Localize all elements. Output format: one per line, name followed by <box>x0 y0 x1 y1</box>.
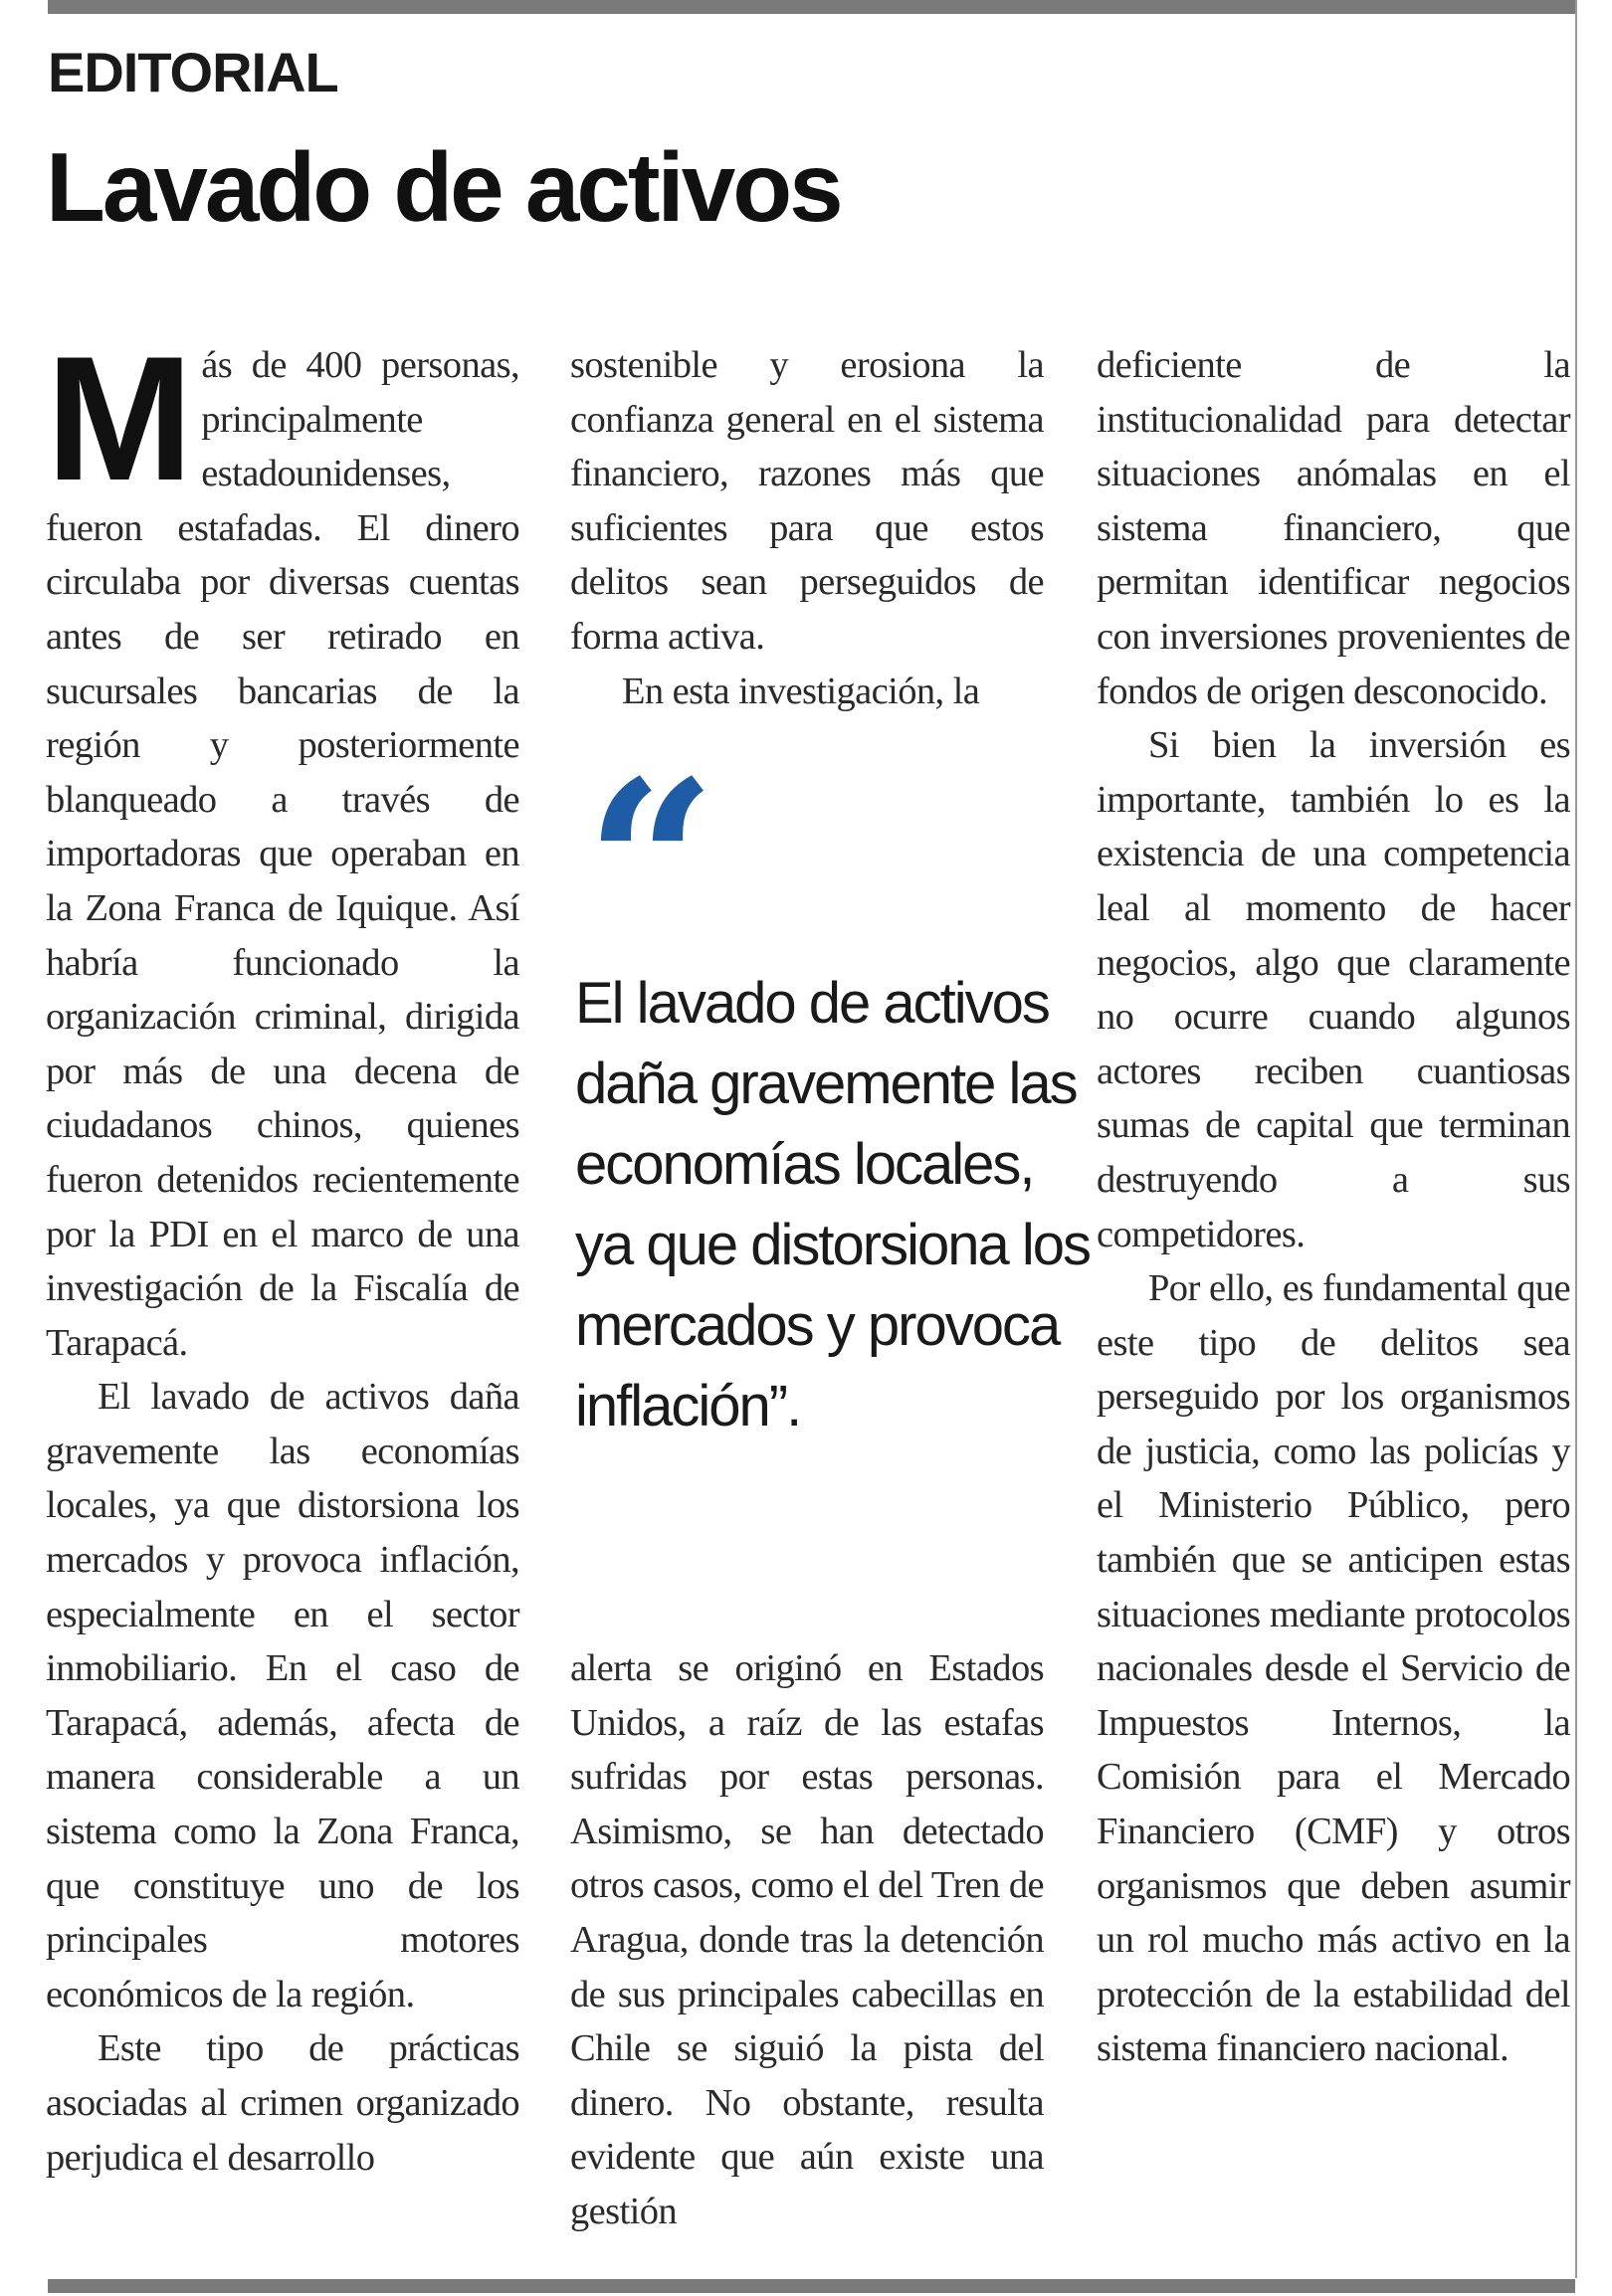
col2-paragraph-3: alerta se originó en Estados Unidos, a raíz de las estafas sufridas por estas personas. Asimismo, se han detectado otros casos, como el del Tren de Aragua, donde tras la detención de sus principales cabecillas en Chile se siguió la pista del dinero. No obstante, resulta evidente que aún existe una gestión <box>570 1647 1044 2232</box>
col3-paragraph-2: Si bien la inversión es importante, también lo es la existencia de una competencia leal al momento de hacer negocios, algo que claramente no ocurre cuando algunos actores reciben cuantiosas sumas de capital que terminan destruyendo a sus competidores. <box>1097 724 1570 1255</box>
col1-paragraph-2: El lavado de activos daña gravemente las economías locales, ya que distorsiona los mercados y provoca inflación, especialmente en el sector inmobiliario. En el caso de Tarapacá, además, afecta de manera considerable a un sistema como la Zona Franca, que constituye uno de los principales motores económicos de la región. <box>46 1376 519 2015</box>
col3-paragraph-1: deficiente de la institucionalidad para detectar situaciones anómalas en el sistema financiero, que permitan identificar negocios con inversiones provenientes de fondos de origen desconocido. <box>1097 344 1570 712</box>
column-3 <box>1097 338 1570 2076</box>
col1-p1-text: ás de 400 personas, principalmente estadounidenses, fueron estafadas. El dinero circulaba por diversas cuentas antes de ser retirado en sucursales bancarias de la región y posteriormente blanqueado a través de importadoras que operaban en la Zona Franca de Iquique. Así habría funcionado la organización criminal, dirigida por más de una decena de ciudadanos chinos, quienes fueron detenidos recientemente por la PDI en el marco de una investigación de la Fiscalía de Tarapacá. <box>46 344 519 1364</box>
bottom-rule <box>48 2279 1575 2293</box>
drop-cap: M <box>46 319 188 517</box>
right-rule <box>1575 0 1577 2278</box>
column-2-top <box>570 338 1044 718</box>
column-2-bottom <box>570 1641 1044 2239</box>
col3-paragraph-3: Por ello, es fundamental que este tipo de delitos sea perseguido por los organismos de justicia, como las policías y el Ministerio Público, pero también que se anticipen estas situaciones mediante protocolos nacionales desde el Servicio de Impuestos Internos, la Comisión para el Mercado Financiero (CMF) y otros organismos que deben asumir un rol mucho más activo en la protección de la estabilidad del sistema financiero nacional. <box>1097 1267 1570 2070</box>
headline: Lavado de activos <box>46 132 841 242</box>
col2-paragraph-1: sostenible y erosiona la confianza general en el sistema financiero, razones más que suficientes para que estos delitos sean perseguidos de forma activa. <box>570 344 1044 658</box>
column-1 <box>46 319 519 2185</box>
pull-quote: El lavado de activos daña gravemente las economías locales, ya que distorsiona los mercados y provoca inflación”. <box>575 971 1090 1438</box>
col1-paragraph-3: Este tipo de prácticas asociadas al crimen organizado perjudica el desarrollo <box>46 2027 519 2179</box>
col1-paragraph-1 <box>46 319 519 1370</box>
quote-mark-icon: “ <box>585 731 717 1000</box>
top-rule <box>48 0 1575 14</box>
col2-paragraph-2: En esta investigación, la <box>622 670 980 712</box>
section-label: EDITORIAL <box>48 41 338 103</box>
